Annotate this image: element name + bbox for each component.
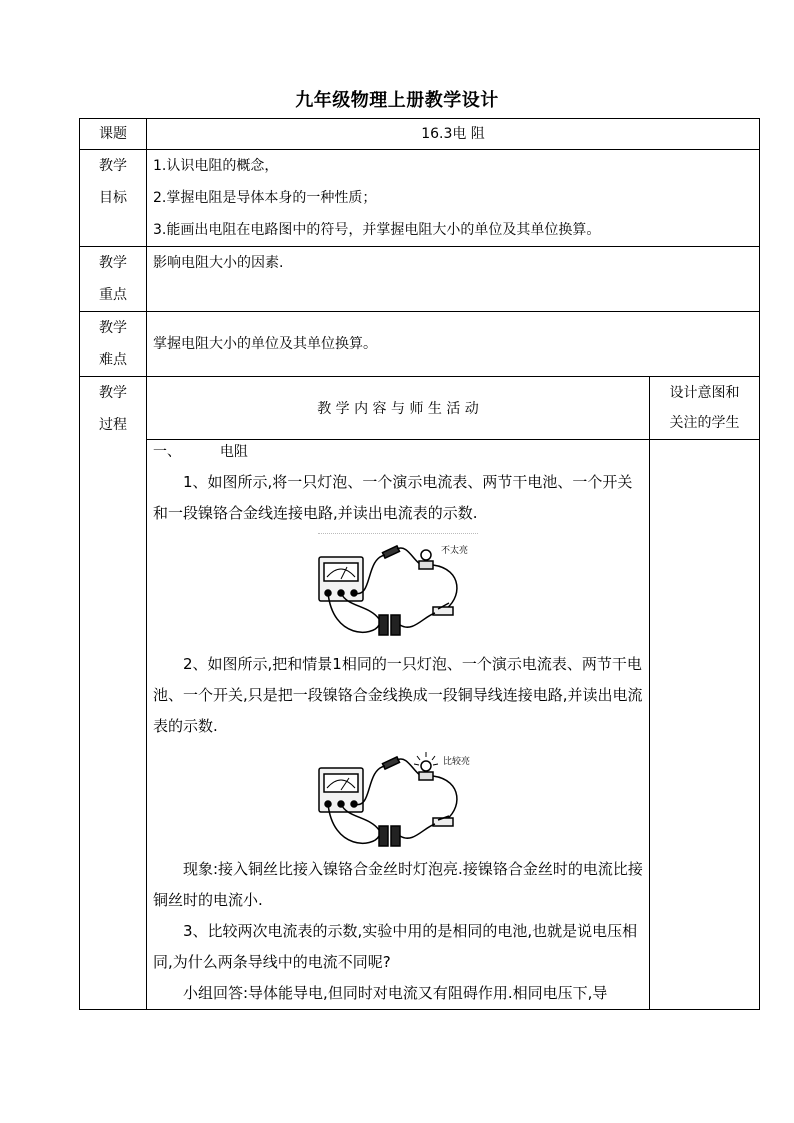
section-number: 一、 [153, 444, 181, 460]
side-notes-cell [650, 440, 760, 1010]
objective-item: 3.能画出电阻在电路图中的符号，并掌握电阻大小的单位及其单位换算。 [153, 222, 601, 238]
objective-item: 2.掌握电阻是导体本身的一种性质； [153, 190, 377, 206]
objectives-label-line2: 目标 [99, 190, 127, 206]
process-content-row [80, 440, 760, 1010]
paragraph-4: 3、比较两次电流表的示数,实验中用的是相同的电池,也就是说电压相同,为什么两条导线中的电流不同呢? [153, 922, 638, 971]
paragraph-3: 现象:接入铜丝比接入镍铬合金丝时灯泡亮.接镍铬合金丝时的电流比接铜丝时的电流小. [153, 860, 643, 909]
content-header: 教 学 内 容 与 师 生 活 动 [147, 377, 650, 440]
objectives-label-line1: 教学 [99, 158, 127, 174]
key-points-label-line2: 重点 [99, 287, 127, 303]
key-points-row [80, 247, 760, 312]
side-header [650, 377, 760, 440]
objectives-row [80, 150, 760, 247]
process-label [80, 377, 147, 1010]
course-row [80, 119, 760, 150]
process-content [147, 440, 650, 1010]
difficulties-row [80, 312, 760, 377]
side-header-line2: 关注的学生 [669, 415, 740, 431]
process-label-line1: 教学 [99, 385, 127, 401]
key-points-label [80, 247, 147, 312]
difficulties-text: 掌握电阻大小的单位及其单位换算。 [153, 336, 377, 352]
difficulties-label-line2: 难点 [99, 352, 127, 368]
key-points-content [147, 247, 760, 312]
side-header-line1: 设计意图和 [669, 385, 740, 401]
figure-2-label: 比较亮 [443, 757, 471, 767]
circuit-diagram-bright [313, 746, 483, 850]
objectives-label [80, 150, 147, 247]
difficulties-label [80, 312, 147, 377]
process-header-row [80, 377, 760, 440]
objectives-content [147, 150, 760, 247]
paragraph-5: 小组回答:导体能导电,但同时对电流又有阻碍作用.相同电压下,导 [183, 984, 608, 1002]
section-heading [147, 440, 649, 467]
key-points-label-line1: 教学 [99, 255, 127, 271]
divider [318, 533, 478, 535]
paragraph-2: 2、如图所示,把和情景1相同的一只灯泡、一个演示电流表、两节干电池、一个开关,只是把一段镍铬合金线换成一段铜导线连接电路,并读出电流表的示数. [153, 655, 643, 735]
course-value: 16.3电 阻 [147, 119, 760, 150]
circuit-diagram-dim [313, 539, 483, 645]
difficulties-content [147, 312, 760, 377]
key-points-text: 影响电阻大小的因素. [153, 255, 284, 271]
lesson-plan-table [79, 118, 760, 1010]
document-title: 九年级物理上册教学设计 [295, 90, 499, 111]
objective-item: 1.认识电阻的概念， [153, 158, 279, 174]
process-label-line2: 过程 [99, 417, 127, 433]
paragraph-1: 1、如图所示,将一只灯泡、一个演示电流表、两节干电池、一个开关和一段镍铬合金线连接电路,并读出电流表的示数. [153, 473, 633, 522]
difficulties-label-line1: 教学 [99, 320, 127, 336]
figure-1-label: 不太亮 [441, 546, 469, 556]
course-label: 课题 [80, 119, 147, 150]
section-title: 电阻 [219, 444, 248, 460]
